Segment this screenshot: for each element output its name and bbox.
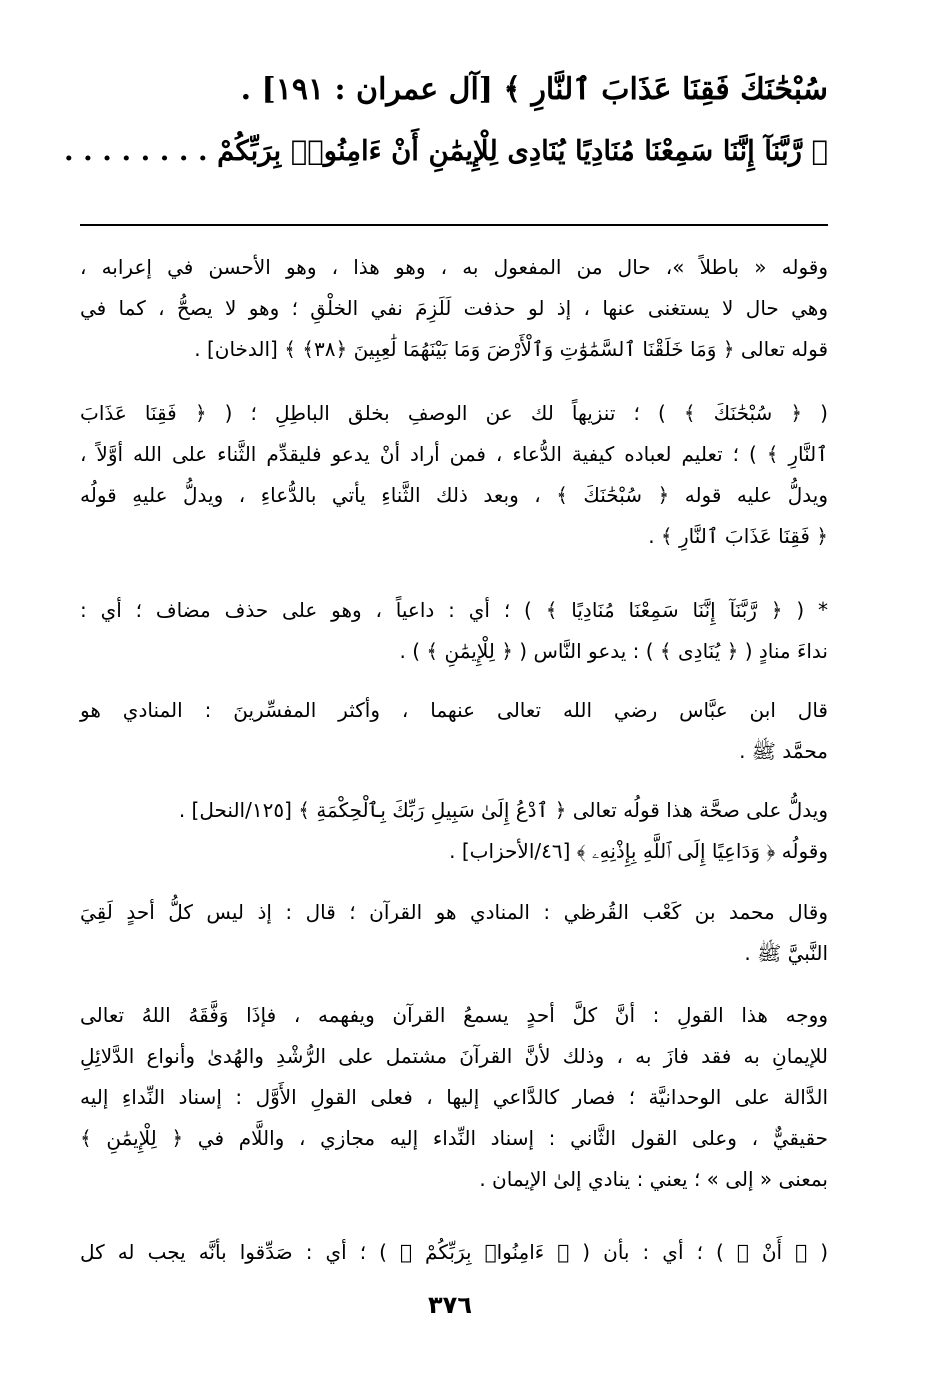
text-line: ( ﴿ سُبْحَٰنَكَ ﴾ ) ؛ تنزيهاً لك عن الوصفِ بخلق الباطِلِ ؛ ( ﴿ فَقِنَا عَذَابَ bbox=[80, 401, 828, 425]
paragraph-6 bbox=[80, 892, 828, 974]
text-line: ( ﴿ أَنْ ﴾ ) ؛ أي : بأن ( ﴿ ءَامِنُوا۟ بِرَبِّكُمْ ﴾ ) ؛ أي : صَدِّقوا بأنَّه يجب له كل bbox=[80, 1240, 828, 1264]
paragraph-7 bbox=[80, 995, 828, 1200]
text-line: ﴿ فَقِنَا عَذَابَ ٱلنَّارِ ﴾ . bbox=[648, 524, 828, 548]
text-line: ووجه هذا القولِ : أنَّ كلَّ أحدٍ يسمعُ القرآن ويفهمه ، فإذَا وَفَّقَهُ اللهُ تعالى bbox=[80, 1003, 828, 1027]
paragraph-1 bbox=[80, 247, 828, 370]
paragraph-8 bbox=[80, 1232, 828, 1273]
text-line: وقولُه ﴿ وَدَاعِيًا إِلَى ٱللَّهِ بِإِذْنِهِۦ ﴾ [٤٦/الأحزاب] . bbox=[449, 839, 828, 863]
text-line: قال ابن عبَّاس رضي الله تعالى عنهما ، وأكثر المفسِّرينَ : المنادي هو bbox=[80, 698, 828, 722]
text-line: * ( ﴿ رَّبَّنَآ إِنَّنَا سَمِعْنَا مُنَادِيًا ﴾ ) ؛ أي : داعياً ، وهو على حذف مضاف ؛ أي : bbox=[80, 598, 828, 622]
text-line: النَّبيَّ ﷺ . bbox=[744, 941, 828, 965]
text-line: حقيقيٌّ ، وعلى القول الثَّاني : إسناد النِّداء إليه مجازي ، واللَّام في ﴿ لِلْإِيمَٰنِ ﴾ bbox=[80, 1126, 828, 1150]
text-line: ويدلُّ عليه قوله ﴿ سُبْحَٰنَكَ ﴾ ، وبعد ذلك الثَّناءِ يأتي بالدُّعاءِ ، ويدلُّ عليهِ قولُه bbox=[80, 483, 828, 507]
text-line: بمعنى « إلى » ؛ يعني : ينادي إلىٰ الإيمان . bbox=[479, 1167, 828, 1191]
paragraph-2 bbox=[80, 393, 828, 557]
text-line: وهي حال لا يستغنى عنها ، إذ لو حذفت لَلَزِمَ نفي الخلْقِ ؛ وهو لا يصحُّ ، كما في bbox=[80, 296, 828, 320]
page-number: ٣٧٦ bbox=[428, 1291, 472, 1319]
text-line: للإيمانِ به فقد فازَ به ، وذلك لأنَّ القرآنَ مشتمل على الرُّشْدِ والهُدىٰ وأنواع الدَّلائِلِ bbox=[80, 1044, 828, 1068]
text-line: ويدلُّ على صحَّة هذا قولُه تعالى ﴿ ٱدْعُ إِلَىٰ سَبِيلِ رَبِّكَ بِٱلْحِكْمَةِ ﴾ [١٢٥/النحل] . bbox=[178, 798, 828, 822]
footnote-divider bbox=[80, 224, 828, 226]
text-line: ٱلنَّارِ ﴾ ) ؛ تعليم لعباده كيفية الدُّعاء ، فمن أراد أنْ يدعو فليقدِّم الثَّناء على الله أوَّلاً ، bbox=[80, 442, 828, 466]
paragraph-5 bbox=[80, 790, 828, 872]
paragraph-4 bbox=[80, 690, 828, 772]
text-line: وقوله « باطلاً »، حال من المفعول به ، وهو هذا ، وهو الأحسن في إعرابه ، bbox=[80, 255, 828, 279]
text-line: وقال محمد بن كَعْب القُرظي : المنادي هو القرآن ؛ قال : إذ ليس كلُّ أحدٍ لَقِيَ bbox=[80, 900, 828, 924]
text-line: الدَّالة على الوحدانيَّة ؛ فصار كالدَّاعي إليها ، فعلى القولِ الأَوَّل : إسناد النِّداءِ إليه bbox=[80, 1085, 828, 1109]
verse-line-2: ﴿ رَّبَّنَآ إِنَّنَا سَمِعْنَا مُنَادِيًا يُنَادِى لِلْإِيمَٰنِ أَنْ ءَامِنُوا۟ بِرَبِّكُمْ . . . . . . . . bbox=[64, 135, 828, 167]
text-line: محمَّد ﷺ . bbox=[739, 739, 828, 763]
verse-line-1: سُبْحَٰنَكَ فَقِنَا عَذَابَ ٱلنَّارِ ﴾ [آل عمران : ١٩١] . bbox=[240, 72, 828, 107]
text-line: قوله تعالى ﴿ وَمَا خَلَقْنَا ٱلسَّمَٰوَٰتِ وَٱلْأَرْضَ وَمَا بَيْنَهُمَا لَٰعِبِينَ ﴿٣٨﴾ ﴾ [الدخان] . bbox=[194, 337, 828, 361]
text-line: نداءَ منادٍ ( ﴿ يُنَادِى ﴾ ) : يدعو النَّاس ( ﴿ لِلْإِيمَٰنِ ﴾ ) . bbox=[399, 639, 828, 663]
paragraph-3 bbox=[80, 590, 828, 672]
